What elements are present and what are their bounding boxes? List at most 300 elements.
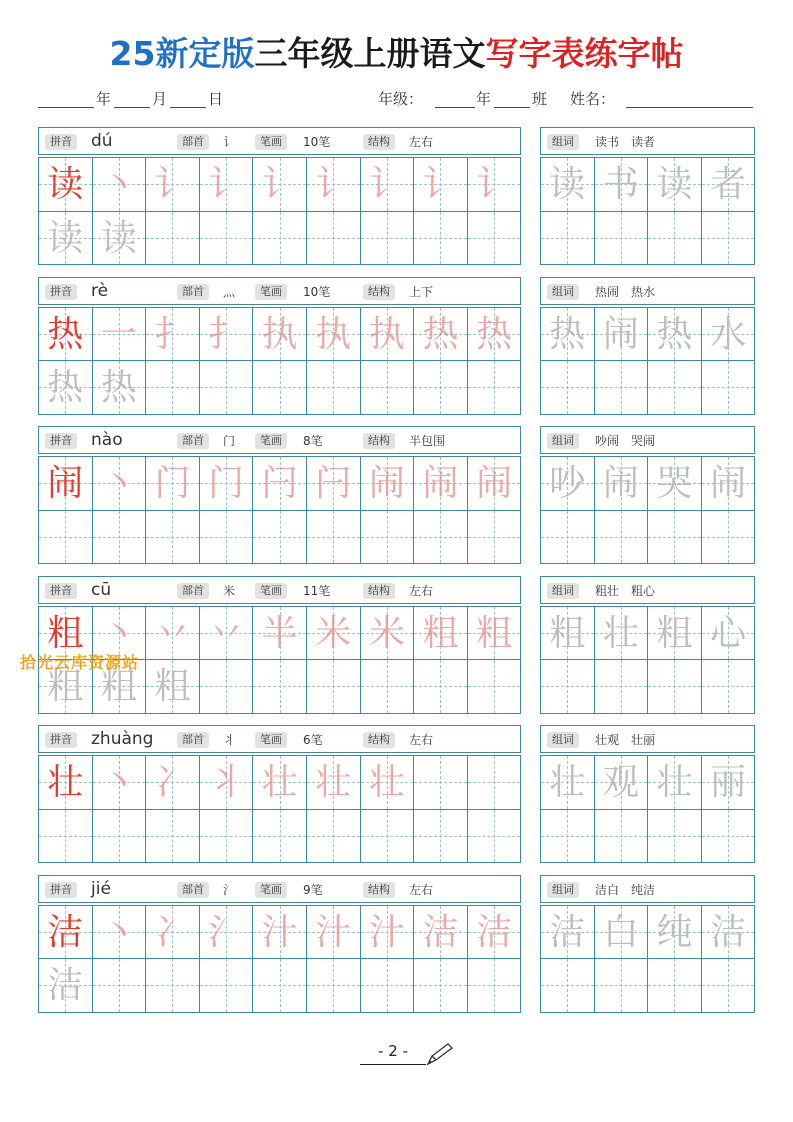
trace-char-cell[interactable] [38, 958, 93, 1013]
structure-value: 上下 [409, 284, 434, 299]
word-practice-cell[interactable] [701, 211, 756, 266]
practice-cell[interactable] [92, 809, 147, 864]
word-trace-cell[interactable] [647, 606, 702, 661]
word-trace-cell[interactable] [701, 157, 756, 212]
stroke-order-cell[interactable] [306, 755, 361, 810]
practice-cell[interactable] [92, 510, 147, 565]
guide-line-vertical [119, 810, 120, 863]
practice-cell[interactable] [252, 510, 307, 565]
glyph: 粗 [422, 612, 459, 654]
guide-line-vertical [172, 361, 173, 414]
stroke-order-cell[interactable] [92, 157, 147, 212]
model-char-cell[interactable] [38, 456, 93, 511]
glyph: 丬 [208, 762, 245, 803]
glyph: 热 [47, 313, 84, 355]
guide-line-vertical [387, 361, 388, 414]
practice-cell[interactable] [413, 211, 468, 266]
stroke-order-cell[interactable] [360, 307, 415, 362]
trace-char-cell[interactable] [38, 360, 93, 415]
word-trace-cell[interactable] [701, 606, 756, 661]
guide-line-vertical [387, 810, 388, 863]
glyph: 半 [261, 612, 298, 654]
glyph: 门 [154, 463, 191, 504]
word-trace-cell[interactable] [701, 307, 756, 362]
stroke-order-cell[interactable] [199, 307, 254, 362]
structure-label: 结构 [363, 134, 395, 150]
word-trace-cell[interactable] [594, 456, 649, 511]
guide-line-vertical [172, 212, 173, 265]
practice-cell[interactable] [467, 659, 522, 714]
stroke-order-cell[interactable] [252, 307, 307, 362]
glyph: 洁 [710, 911, 747, 953]
glyph: 闹 [710, 463, 747, 504]
pinyin-label: 拼音 [45, 583, 77, 599]
info-line [38, 88, 753, 112]
guide-line-vertical [387, 511, 388, 564]
stroke-order-cell[interactable] [467, 606, 522, 661]
glyph: 洁 [47, 911, 84, 953]
page-title [0, 28, 793, 75]
stroke-order-cell[interactable] [413, 307, 468, 362]
glyph: 粗 [476, 612, 513, 654]
glyph: 丶 [100, 612, 137, 654]
glyph: 讠 [476, 164, 513, 205]
words-label: 组词 [547, 433, 579, 449]
guide-line-vertical [621, 810, 622, 863]
char-info-header [38, 127, 521, 155]
stroke-order-cell[interactable] [467, 307, 522, 362]
practice-cell[interactable] [467, 958, 522, 1013]
guide-line-vertical [621, 660, 622, 713]
practice-cell[interactable] [413, 809, 468, 864]
guide-line-vertical [440, 756, 441, 809]
practice-cell[interactable] [199, 958, 254, 1013]
word-practice-cell[interactable] [540, 659, 595, 714]
word-trace-cell[interactable] [701, 755, 756, 810]
structure-label: 结构 [363, 433, 395, 449]
stroke-order-cell[interactable] [92, 755, 147, 810]
guide-line-vertical [333, 660, 334, 713]
glyph: 丶 [100, 164, 137, 205]
practice-cell[interactable] [38, 510, 93, 565]
glyph: 壮 [656, 762, 693, 803]
guide-line-vertical [567, 361, 568, 414]
stroke-order-cell[interactable] [199, 456, 254, 511]
word-trace-cell[interactable] [647, 307, 702, 362]
practice-cell[interactable] [360, 211, 415, 266]
glyph: 粗 [656, 612, 693, 654]
stroke-order-cell[interactable] [306, 606, 361, 661]
practice-cell[interactable] [306, 211, 361, 266]
practice-cell[interactable] [360, 809, 415, 864]
practice-cell[interactable] [413, 659, 468, 714]
stroke-order-cell[interactable] [199, 606, 254, 661]
glyph: 白 [602, 911, 639, 953]
practice-cell[interactable] [413, 360, 468, 415]
guide-line-vertical [440, 212, 441, 265]
practice-cell[interactable] [145, 958, 200, 1013]
pinyin-label: 拼音 [45, 882, 77, 898]
word-trace-cell[interactable] [647, 456, 702, 511]
guide-line-vertical [494, 361, 495, 414]
practice-cell[interactable] [467, 510, 522, 565]
footer-line [360, 1064, 426, 1065]
pinyin-label: 拼音 [45, 433, 77, 449]
model-char-cell[interactable] [38, 905, 93, 960]
glyph: 丶 [100, 911, 137, 953]
guide-line-vertical [333, 511, 334, 564]
words-header [540, 277, 755, 305]
practice-cell[interactable] [306, 659, 361, 714]
glyph: 闩 [261, 463, 298, 504]
stroke-order-cell[interactable] [145, 905, 200, 960]
writing-grid [38, 307, 521, 415]
stroke-order-cell[interactable] [306, 157, 361, 212]
guide-line-vertical [440, 810, 441, 863]
stroke-order-cell[interactable] [467, 456, 522, 511]
words-value: 洁白 纯洁 [595, 882, 656, 897]
radical-value: 讠 [223, 135, 236, 149]
word-trace-cell[interactable] [647, 755, 702, 810]
practice-cell[interactable] [252, 659, 307, 714]
glyph: 壮 [47, 762, 84, 803]
guide-line-vertical [494, 959, 495, 1012]
words-grid [540, 157, 755, 265]
word-practice-cell[interactable] [594, 360, 649, 415]
structure-value: 左右 [409, 882, 434, 897]
practice-cell[interactable] [467, 755, 522, 810]
guide-line-vertical [280, 361, 281, 414]
stroke-order-cell[interactable] [252, 755, 307, 810]
stroke-order-cell[interactable] [145, 755, 200, 810]
practice-cell[interactable] [199, 360, 254, 415]
guide-line-vertical [674, 810, 675, 863]
practice-cell[interactable] [306, 809, 361, 864]
glyph: 热 [476, 313, 513, 355]
glyph: 扌 [154, 313, 191, 355]
guide-line-vertical [119, 959, 120, 1012]
word-trace-cell[interactable] [594, 905, 649, 960]
practice-cell[interactable] [252, 809, 307, 864]
word-practice-cell[interactable] [540, 809, 595, 864]
pinyin-label: 拼音 [45, 732, 77, 748]
word-practice-cell[interactable] [540, 510, 595, 565]
stroke-order-cell[interactable] [413, 157, 468, 212]
word-practice-cell[interactable] [540, 211, 595, 266]
guide-line-vertical [621, 511, 622, 564]
practice-cell[interactable] [252, 211, 307, 266]
trace-char-cell[interactable] [38, 211, 93, 266]
stroke-order-cell[interactable] [145, 307, 200, 362]
practice-cell[interactable] [38, 809, 93, 864]
practice-cell[interactable] [199, 510, 254, 565]
words-label: 组词 [547, 583, 579, 599]
practice-cell[interactable] [306, 360, 361, 415]
word-trace-cell[interactable] [540, 456, 595, 511]
glyph: 壮 [261, 762, 298, 803]
glyph: 书 [602, 164, 639, 205]
glyph: 洁 [422, 911, 459, 953]
guide-line-vertical [567, 212, 568, 265]
word-practice-cell[interactable] [701, 809, 756, 864]
trace-char-cell[interactable] [145, 659, 200, 714]
guide-line-vertical [226, 959, 227, 1012]
strokes-label: 笔画 [255, 732, 287, 748]
glyph: 热 [656, 313, 693, 355]
radical-label: 部首 [177, 433, 209, 449]
glyph: 热 [422, 313, 459, 355]
stroke-order-cell[interactable] [467, 157, 522, 212]
word-trace-cell[interactable] [540, 905, 595, 960]
practice-cell[interactable] [360, 360, 415, 415]
word-practice-cell[interactable] [594, 659, 649, 714]
glyph: 壮 [368, 762, 405, 803]
practice-cell[interactable] [467, 211, 522, 266]
glyph: 粗 [549, 612, 586, 654]
glyph: 吵 [549, 463, 586, 504]
practice-cell[interactable] [360, 510, 415, 565]
trace-char-cell[interactable] [92, 360, 147, 415]
word-trace-cell[interactable] [594, 157, 649, 212]
guide-line-vertical [440, 660, 441, 713]
stroke-order-cell[interactable] [199, 905, 254, 960]
guide-line-vertical [674, 511, 675, 564]
stroke-order-cell[interactable] [306, 456, 361, 511]
practice-cell[interactable] [467, 809, 522, 864]
guide-line-vertical [226, 361, 227, 414]
practice-cell[interactable] [145, 809, 200, 864]
word-trace-cell[interactable] [701, 456, 756, 511]
practice-cell[interactable] [413, 755, 468, 810]
glyph: 壮 [315, 762, 352, 803]
word-practice-cell[interactable] [594, 809, 649, 864]
glyph: 读 [100, 217, 137, 259]
glyph: 读 [656, 164, 693, 205]
word-practice-cell[interactable] [647, 510, 702, 565]
label-grade-year: 年 [476, 90, 492, 108]
word-practice-cell[interactable] [647, 958, 702, 1013]
glyph: 执 [368, 313, 405, 355]
guide-line-vertical [172, 511, 173, 564]
word-practice-cell[interactable] [701, 510, 756, 565]
word-practice-cell[interactable] [701, 360, 756, 415]
stroke-order-cell[interactable] [306, 307, 361, 362]
words-label: 组词 [547, 882, 579, 898]
glyph: 讠 [368, 164, 405, 205]
structure-label: 结构 [363, 284, 395, 300]
pinyin-value: dú [91, 131, 113, 151]
glyph: 读 [47, 217, 84, 259]
practice-cell[interactable] [145, 211, 200, 266]
glyph: 冫 [154, 762, 191, 803]
guide-line-vertical [494, 212, 495, 265]
word-practice-cell[interactable] [540, 360, 595, 415]
practice-cell[interactable] [360, 659, 415, 714]
word-trace-cell[interactable] [594, 606, 649, 661]
stroke-order-cell[interactable] [360, 606, 415, 661]
pen-icon [426, 1042, 456, 1066]
word-practice-cell[interactable] [540, 958, 595, 1013]
char-info-header [38, 875, 521, 903]
word-trace-cell[interactable] [540, 606, 595, 661]
stroke-order-cell[interactable] [413, 456, 468, 511]
guide-line-vertical [387, 660, 388, 713]
word-trace-cell[interactable] [540, 157, 595, 212]
practice-cell[interactable] [306, 958, 361, 1013]
glyph: 丽 [710, 762, 747, 803]
word-practice-cell[interactable] [594, 510, 649, 565]
glyph: 壮 [549, 762, 586, 803]
glyph: 讠 [261, 164, 298, 205]
word-trace-cell[interactable] [594, 307, 649, 362]
glyph: 冫 [154, 911, 191, 953]
stroke-order-cell[interactable] [252, 157, 307, 212]
practice-cell[interactable] [92, 958, 147, 1013]
word-practice-cell[interactable] [647, 211, 702, 266]
guide-line-vertical [621, 959, 622, 1012]
stroke-order-cell[interactable] [306, 905, 361, 960]
word-trace-cell[interactable] [594, 755, 649, 810]
model-char-cell[interactable] [38, 307, 93, 362]
practice-cell[interactable] [306, 510, 361, 565]
title-part1: 25新定版 [109, 34, 255, 73]
practice-cell[interactable] [199, 211, 254, 266]
practice-cell[interactable] [199, 809, 254, 864]
guide-line-vertical [728, 212, 729, 265]
stroke-order-cell[interactable] [145, 606, 200, 661]
guide-line-vertical [728, 959, 729, 1012]
stroke-order-cell[interactable] [413, 606, 468, 661]
words-value: 壮观 壮丽 [595, 733, 656, 747]
stroke-order-cell[interactable] [199, 157, 254, 212]
glyph: 哭 [656, 463, 693, 504]
radical-value: 米 [223, 583, 236, 598]
word-trace-cell[interactable] [701, 905, 756, 960]
guide-line-vertical [728, 361, 729, 414]
model-char-cell[interactable] [38, 157, 93, 212]
glyph: 讠 [208, 164, 245, 205]
words-header [540, 725, 755, 753]
structure-label: 结构 [363, 732, 395, 748]
strokes-value: 10笔 [303, 284, 331, 299]
glyph: 粗 [100, 666, 137, 708]
practice-cell[interactable] [145, 360, 200, 415]
word-practice-cell[interactable] [701, 958, 756, 1013]
words-grid [540, 755, 755, 863]
trace-char-cell[interactable] [92, 211, 147, 266]
guide-line-vertical [674, 959, 675, 1012]
title-part3: 写字表练字帖 [485, 34, 684, 73]
glyph: 者 [710, 164, 747, 205]
stroke-order-cell[interactable] [360, 755, 415, 810]
glyph: 热 [549, 313, 586, 355]
glyph: 闹 [476, 463, 513, 504]
structure-value: 左右 [409, 733, 434, 747]
glyph: 读 [549, 164, 586, 205]
stroke-order-cell[interactable] [92, 456, 147, 511]
stroke-order-cell[interactable] [252, 456, 307, 511]
stroke-order-cell[interactable] [92, 307, 147, 362]
model-char-cell[interactable] [38, 755, 93, 810]
page-footer [360, 1040, 460, 1070]
stroke-order-cell[interactable] [145, 157, 200, 212]
guide-line-vertical [333, 959, 334, 1012]
glyph: 闹 [602, 313, 639, 355]
words-value: 吵闹 哭闹 [595, 434, 656, 448]
stroke-order-cell[interactable] [467, 905, 522, 960]
guide-line-vertical [494, 511, 495, 564]
blank-month [114, 107, 150, 108]
word-practice-cell[interactable] [594, 211, 649, 266]
word-trace-cell[interactable] [540, 307, 595, 362]
structure-value: 左右 [409, 135, 434, 149]
word-trace-cell[interactable] [647, 157, 702, 212]
word-practice-cell[interactable] [701, 659, 756, 714]
word-practice-cell[interactable] [647, 659, 702, 714]
stroke-order-cell[interactable] [413, 905, 468, 960]
practice-cell[interactable] [413, 958, 468, 1013]
stroke-order-cell[interactable] [360, 905, 415, 960]
guide-line-vertical [728, 810, 729, 863]
words-header [540, 576, 755, 604]
stroke-order-cell[interactable] [92, 905, 147, 960]
practice-cell[interactable] [199, 659, 254, 714]
glyph: 纯 [656, 911, 693, 953]
guide-line-vertical [333, 361, 334, 414]
guide-line-vertical [494, 660, 495, 713]
blank-grade [435, 107, 475, 108]
practice-cell[interactable] [252, 958, 307, 1013]
stroke-order-cell[interactable] [252, 905, 307, 960]
guide-line-vertical [65, 810, 66, 863]
label-class: 班 [532, 90, 548, 108]
guide-line-vertical [387, 212, 388, 265]
glyph: 粗 [47, 666, 84, 708]
stroke-order-cell[interactable] [145, 456, 200, 511]
stroke-order-cell[interactable] [252, 606, 307, 661]
word-practice-cell[interactable] [647, 809, 702, 864]
guide-line-vertical [226, 212, 227, 265]
char-info-header [38, 576, 521, 604]
practice-cell[interactable] [413, 510, 468, 565]
words-value: 热闹 热水 [595, 284, 656, 299]
char-info-header [38, 725, 521, 753]
stroke-order-cell[interactable] [360, 157, 415, 212]
practice-cell[interactable] [467, 360, 522, 415]
word-trace-cell[interactable] [647, 905, 702, 960]
guide-line-vertical [280, 212, 281, 265]
word-trace-cell[interactable] [540, 755, 595, 810]
strokes-label: 笔画 [255, 134, 287, 150]
stroke-order-cell[interactable] [360, 456, 415, 511]
glyph: 观 [602, 762, 639, 803]
guide-line-vertical [280, 810, 281, 863]
practice-cell[interactable] [252, 360, 307, 415]
radical-label: 部首 [177, 583, 209, 599]
glyph: 讠 [154, 164, 191, 205]
glyph: 闹 [602, 463, 639, 504]
guide-line-vertical [674, 660, 675, 713]
word-practice-cell[interactable] [594, 958, 649, 1013]
strokes-label: 笔画 [255, 284, 287, 300]
glyph: 闹 [368, 463, 405, 504]
words-label: 组词 [547, 134, 579, 150]
word-practice-cell[interactable] [647, 360, 702, 415]
practice-cell[interactable] [360, 958, 415, 1013]
stroke-order-cell[interactable] [199, 755, 254, 810]
practice-cell[interactable] [145, 510, 200, 565]
glyph: 讠 [422, 164, 459, 205]
